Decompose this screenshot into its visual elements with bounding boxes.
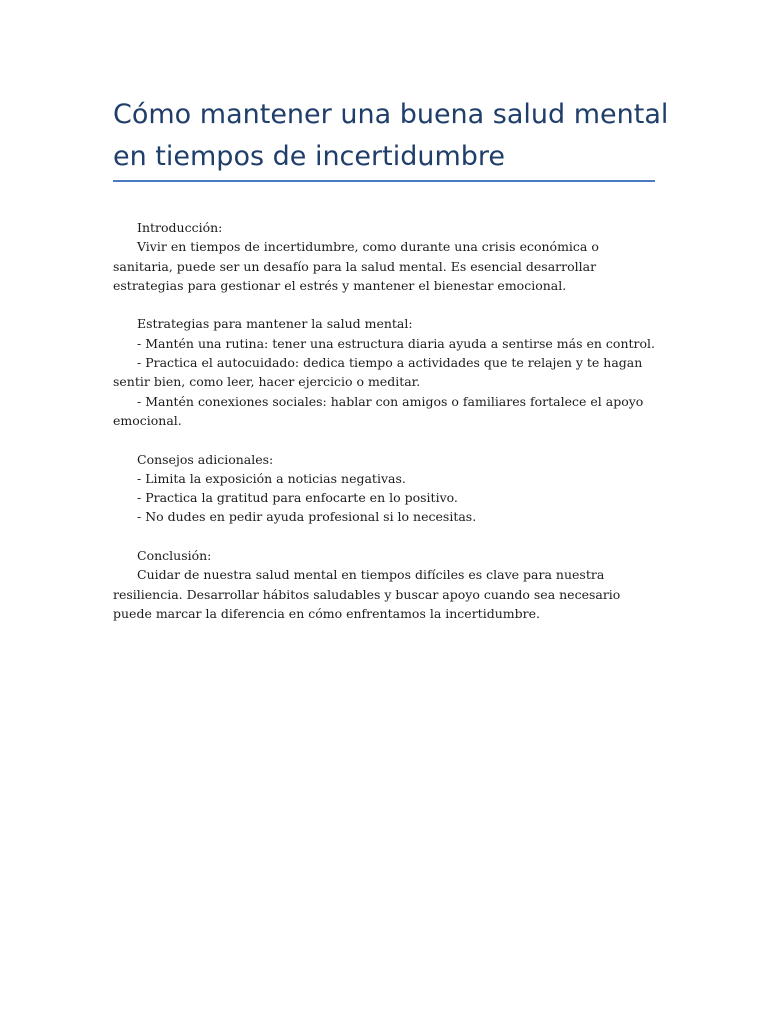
conclusion-heading: Conclusión: xyxy=(137,548,212,564)
document-title: Cómo mantener una buena salud mental en tiempos de incertidumbre xyxy=(113,99,669,172)
title-divider xyxy=(113,180,655,182)
strategy-item: - Practica el autocuidado: dedica tiempo a actividades que te relajen y te hagan sentir bien, como leer, hacer ejercicio o meditar. xyxy=(113,355,643,390)
tip-item: - Limita la exposición a noticias negativas. xyxy=(137,470,406,486)
strategies-heading: Estrategias para mantener la salud mental: xyxy=(137,316,413,332)
strategy-item: - Mantén conexiones sociales: hablar con amigos o familiares fortalece el apoyo emocional. xyxy=(113,393,644,428)
intro-paragraph: Vivir en tiempos de incertidumbre, como durante una crisis económica o sanitaria, puede ser un desafío para la salud mental. Es esencial desarrollar estrategias para gestionar el estrés y mantener el bienestar emocional. xyxy=(113,239,599,293)
tips-heading: Consejos adicionales: xyxy=(137,451,274,467)
document-body xyxy=(113,218,658,623)
strategy-item: - Mantén una rutina: tener una estructura diaria ayuda a sentirse más en control. xyxy=(137,335,655,351)
paragraph-gap xyxy=(113,430,658,449)
paragraph-gap xyxy=(113,527,658,546)
conclusion-paragraph: Cuidar de nuestra salud mental en tiempos difíciles es clave para nuestra resiliencia. Desarrollar hábitos saludables y buscar apoyo cuando sea necesario puede marcar la diferencia en cómo enfrentamos la incertidumbre. xyxy=(113,567,621,621)
intro-heading: Introducción: xyxy=(137,220,223,235)
paragraph-gap xyxy=(113,295,658,314)
tip-item: - Practica la gratitud para enfocarte en lo positivo. xyxy=(137,490,458,506)
tip-item: - No dudes en pedir ayuda profesional si lo necesitas. xyxy=(137,509,477,525)
